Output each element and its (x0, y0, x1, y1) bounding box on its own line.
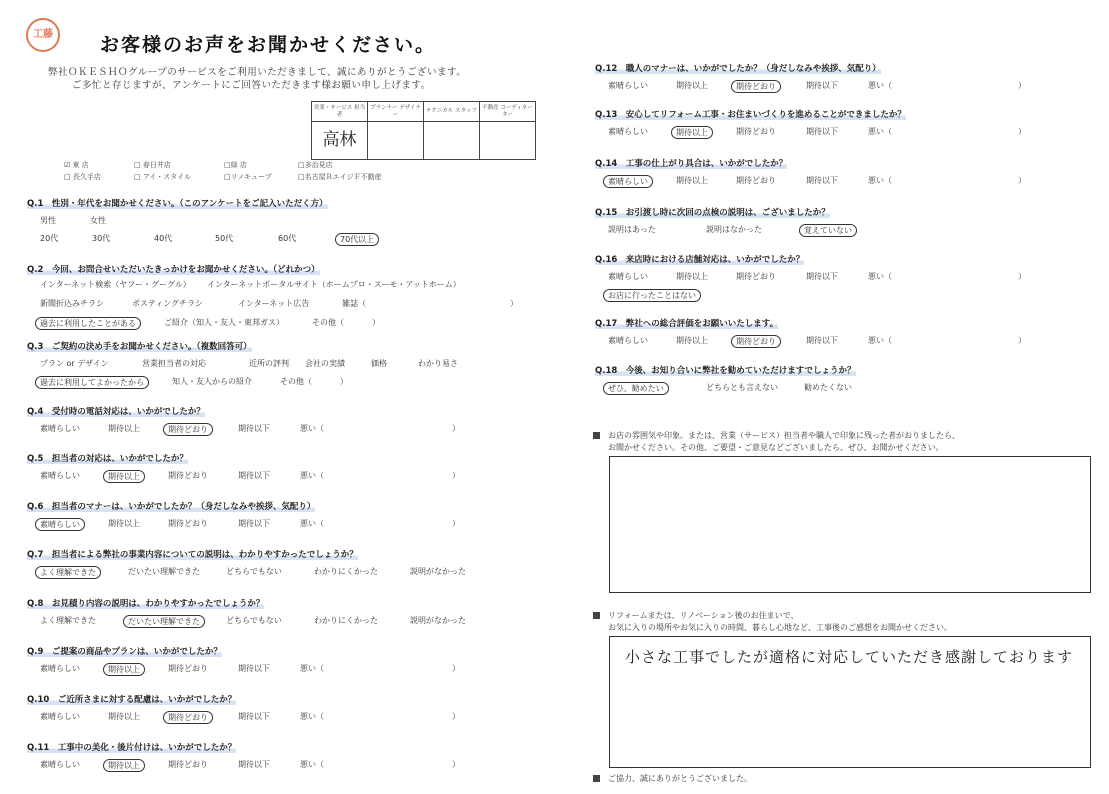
answer-option[interactable]: 期待以下 (806, 81, 838, 90)
answer-option[interactable]: 50代 (215, 234, 234, 243)
answer-option-selected[interactable]: 期待以上 (671, 126, 713, 139)
answer-option-selected[interactable]: 期待以上 (103, 470, 145, 483)
answer-option[interactable]: 悪い（ (300, 471, 324, 480)
answer-option[interactable]: 期待以下 (238, 664, 270, 673)
store-option[interactable]: □ 長久手店 (64, 173, 101, 181)
answer-option[interactable]: 期待以下 (806, 336, 838, 345)
answer-option[interactable]: 期待以下 (806, 127, 838, 136)
answer-option[interactable]: 悪い（ (868, 81, 892, 90)
answer-option[interactable]: 30代 (92, 234, 111, 243)
answer-option[interactable]: 素晴らしい (40, 760, 80, 769)
store-option[interactable]: □ 春日井店 (134, 161, 171, 169)
question-text: Q.1 性別・年代をお聞かせください。（このアンケートをご記入いただく方） (27, 199, 328, 209)
store-option[interactable]: □緑 店 (224, 161, 247, 169)
staff-header-sales: 営業・サービス 担当者 (312, 102, 368, 122)
answer-option[interactable]: 会社の実績 (305, 359, 345, 368)
answer-option[interactable]: 素晴らしい (40, 424, 80, 433)
answer-option[interactable]: 20代 (40, 234, 59, 243)
question-text: Q.6 担当者のマナーは、いかがでしたか？（身だしなみや挨拶、気配り） (27, 502, 316, 512)
answer-option[interactable]: 期待以上 (108, 424, 140, 433)
answer-option[interactable]: 素晴らしい (608, 336, 648, 345)
answer-option[interactable]: 期待どおり (168, 664, 208, 673)
answer-option[interactable]: 素晴らしい (40, 712, 80, 721)
answer-option-selected[interactable]: 期待どおり (163, 711, 213, 724)
answer-option[interactable]: 女性 (90, 216, 106, 225)
footer-thanks (593, 773, 752, 785)
answer-option[interactable]: ポスティングチラシ (132, 299, 204, 308)
question-text: Q.15 お引渡し時に次回の点検の説明は、ございましたか？ (595, 208, 830, 218)
comment2-handwritten-answer: 小さな工事でしたが適格に対応していただき感謝しております (625, 648, 1074, 666)
answer-option[interactable]: 期待以上 (108, 519, 140, 528)
answer-option[interactable]: 期待以下 (806, 176, 838, 185)
staff-value-sales[interactable]: 高林 (312, 122, 368, 160)
question-title (27, 197, 328, 209)
answer-option[interactable]: 悪い（ (868, 176, 892, 185)
answer-option[interactable]: その他（ (280, 377, 312, 386)
answer-option-selected[interactable]: 覚えていない (799, 224, 857, 237)
company-logo-seal: 工藤 (26, 18, 60, 52)
answer-option[interactable]: 60代 (278, 234, 297, 243)
answer-option-selected[interactable]: お店に行ったことはない (603, 289, 701, 302)
answer-option[interactable]: 近所の評判 (249, 359, 289, 368)
answer-option[interactable]: ご紹介（知人・友人・東邦ガス） (164, 318, 284, 327)
answer-option: ） (452, 519, 460, 528)
store-option[interactable]: □ アイ・スタイル (134, 173, 192, 181)
answer-option[interactable]: 期待以上 (676, 81, 708, 90)
answer-option[interactable]: 雑誌（ (342, 299, 366, 308)
intro-line-2: ご多忙と存じますが、アンケートにご回答いただきます様お願い申し上げます。 (72, 80, 431, 91)
question-text: Q.18 今後、お知り合いに弊社を勧めていただけますでしょうか？ (595, 366, 856, 376)
answer-option[interactable]: 期待以上 (676, 336, 708, 345)
answer-option[interactable]: 悪い（ (300, 519, 324, 528)
answer-option-selected[interactable]: 期待どおり (731, 80, 781, 93)
answer-option: ） (1018, 336, 1026, 345)
question-text: Q.8 お見積り内容の説明は、わかりやすかったでしょうか？ (27, 599, 265, 609)
question-text: Q.17 弊社への総合評価をお願いいたします。 (595, 319, 779, 329)
staff-value-planner[interactable] (368, 122, 424, 160)
answer-option: ） (452, 471, 460, 480)
answer-option[interactable]: 説明がなかった (410, 616, 466, 625)
question-title (595, 62, 881, 74)
question-title (27, 405, 205, 417)
answer-option-selected[interactable]: よく理解できた (35, 566, 101, 579)
answer-option[interactable]: 期待以上 (676, 272, 708, 281)
answer-option: ） (1018, 272, 1026, 281)
answer-option-selected[interactable]: 期待どおり (731, 335, 781, 348)
answer-option-selected[interactable]: 期待以上 (103, 663, 145, 676)
answer-option[interactable]: 期待どおり (168, 519, 208, 528)
staff-header-technical: テクニカル スタッフ (424, 102, 480, 122)
answer-option[interactable]: インターネット広告 (238, 299, 310, 308)
answer-option[interactable]: インターネット検索（ヤフー・グーグル） (40, 280, 191, 289)
comment2-prompt (593, 610, 952, 634)
question-title (27, 645, 222, 657)
answer-option[interactable]: 期待以下 (806, 272, 838, 281)
question-title (595, 157, 787, 169)
answer-option[interactable]: どちらでもない (226, 616, 282, 625)
intro-line-1: 弊社ＯＫＥＳＨＯグループのサービスをご利用いただきまして、誠にありがとうございます。 (48, 67, 467, 78)
answer-option[interactable]: インターネットポータルサイト（ホームプロ・スーモ・アットホーム） (207, 280, 461, 289)
question-text: Q.5 担当者の対応は、いかがでしたか？ (27, 454, 188, 464)
question-title (27, 693, 236, 705)
answer-option[interactable]: 素晴らしい (608, 127, 648, 136)
question-title (27, 452, 188, 464)
question-title (27, 741, 236, 753)
answer-option[interactable]: 期待以下 (238, 471, 270, 480)
question-title (27, 340, 252, 352)
bullet-square-icon (593, 612, 600, 619)
question-title (27, 597, 264, 609)
answer-option[interactable]: 期待以下 (238, 712, 270, 721)
answer-option[interactable]: 期待以上 (108, 712, 140, 721)
answer-option: ） (1018, 176, 1026, 185)
question-title (595, 108, 906, 120)
answer-option[interactable]: 期待以下 (238, 760, 270, 769)
question-text: Q.2 今回、お問合せいただいたきっかけをお聞かせください。（どれかつ） (27, 265, 320, 275)
answer-option[interactable]: 悪い（ (300, 760, 324, 769)
answer-option: ） (452, 424, 460, 433)
question-text: Q.12 職人のマナーは、いかがでしたか？（身だしなみや挨拶、気配り） (595, 64, 881, 74)
comment2-line1: リフォームまたは、リノベーション後のお住まいで、 (608, 611, 799, 620)
answer-option: ） (452, 664, 460, 673)
answer-option[interactable]: 素晴らしい (608, 81, 648, 90)
question-text: Q.10 ご近所さまに対する配慮は、いかがでしたか？ (27, 695, 237, 705)
store-option[interactable]: ☑ 東 店 (64, 161, 89, 169)
comment1-prompt (593, 430, 960, 454)
question-text: Q.3 ご契約の決め手をお聞かせください。（複数回答可） (27, 342, 252, 352)
answer-option[interactable]: 悪い（ (868, 272, 892, 281)
answer-option[interactable]: わかり易さ (418, 359, 458, 368)
answer-option[interactable]: どちらでもない (226, 567, 282, 576)
answer-option: ） (452, 712, 460, 721)
answer-option[interactable]: 説明はあった (608, 225, 656, 234)
bullet-square-icon (593, 432, 600, 439)
answer-option[interactable]: 悪い（ (868, 127, 892, 136)
answer-option[interactable]: だいたい理解できた (128, 567, 200, 576)
answer-option[interactable]: 説明はなかった (706, 225, 762, 234)
question-text: Q.11 工事中の美化・後片付けは、いかがでしたか？ (27, 743, 237, 753)
answer-option[interactable]: 説明がなかった (410, 567, 466, 576)
answer-option[interactable]: 営業担当者の対応 (142, 359, 206, 368)
question-title (27, 263, 320, 275)
answer-option[interactable]: どちらとも言えない (706, 383, 778, 392)
staff-value-realestate[interactable] (480, 122, 536, 160)
answer-option-selected[interactable]: 期待どおり (163, 423, 213, 436)
answer-option: ） (452, 760, 460, 769)
answer-option[interactable]: わかりにくかった (314, 567, 378, 576)
answer-option: ） (340, 377, 348, 386)
answer-option: ） (1018, 127, 1026, 136)
answer-option: ） (372, 318, 380, 327)
answer-option[interactable]: 素晴らしい (40, 664, 80, 673)
answer-option[interactable]: 価格 (371, 359, 387, 368)
answer-option[interactable]: わかりにくかった (314, 616, 378, 625)
answer-option-selected[interactable]: 素晴らしい (603, 175, 653, 188)
bullet-square-icon (593, 775, 600, 782)
answer-option[interactable]: 知人・友人からの紹介 (172, 377, 252, 386)
staff-header-planner: プランナー デザイナー (368, 102, 424, 122)
question-title (27, 548, 358, 560)
comment1-line1: お店の雰囲気や印象。または、営業（サービス）担当者や職人で印象に残った者がおりましたら、 (608, 431, 960, 440)
answer-option[interactable]: 期待どおり (736, 176, 776, 185)
answer-option[interactable]: 期待以下 (238, 519, 270, 528)
answer-option[interactable]: 悪い（ (300, 664, 324, 673)
answer-option: ） (510, 299, 518, 308)
answer-option[interactable]: プラン or デザイン (40, 359, 109, 368)
question-title (595, 364, 856, 376)
answer-option-selected[interactable]: 70代以上 (335, 233, 379, 246)
store-option[interactable]: □リノキューブ (224, 173, 272, 181)
answer-option[interactable]: 期待どおり (168, 471, 208, 480)
answer-option[interactable]: 40代 (154, 234, 173, 243)
answer-option[interactable]: 悪い（ (300, 424, 324, 433)
store-option[interactable]: □名古屋ＲエイジＦ不動産 (298, 173, 382, 181)
answer-option[interactable]: よく理解できた (40, 616, 96, 625)
answer-option[interactable]: 期待以上 (676, 176, 708, 185)
staff-table (311, 101, 536, 160)
answer-option[interactable]: 期待以下 (238, 424, 270, 433)
question-title (27, 500, 315, 512)
answer-option[interactable]: 期待どおり (736, 272, 776, 281)
staff-header-realestate: 不動産 コーディネーター (480, 102, 536, 122)
store-option[interactable]: □多治見店 (298, 161, 333, 169)
question-text: Q.9 ご提案の商品やプランは、いかがでしたか？ (27, 647, 222, 657)
comment1-textbox[interactable] (609, 456, 1091, 593)
answer-option[interactable]: 素晴らしい (608, 272, 648, 281)
answer-option[interactable]: 男性 (40, 216, 56, 225)
answer-option[interactable]: その他（ (312, 318, 344, 327)
answer-option[interactable]: 新聞折込みチラシ (40, 299, 104, 308)
answer-option[interactable]: 素晴らしい (40, 471, 80, 480)
footer-thanks-text: ご協力、誠にありがとうございました。 (608, 774, 752, 783)
answer-option-selected[interactable]: ぜひ、勧めたい (603, 382, 669, 395)
question-text: Q.7 担当者による弊社の事業内容についての説明は、わかりやすかったでしょうか？ (27, 550, 358, 560)
comment2-line2: お気に入りの場所やお気に入りの時間、暮らし心地など、工事後のご感想をお聞かせください。 (608, 623, 952, 632)
question-title (595, 317, 778, 329)
answer-option[interactable]: 悪い（ (868, 336, 892, 345)
question-text: Q.14 工事の仕上がり具合は、いかがでしたか？ (595, 159, 788, 169)
answer-option: ） (1018, 81, 1026, 90)
staff-value-technical[interactable] (424, 122, 480, 160)
question-text: Q.4 受付時の電話対応は、いかがでしたか？ (27, 407, 205, 417)
answer-option[interactable]: 期待どおり (736, 127, 776, 136)
answer-option[interactable]: 勧めたくない (804, 383, 852, 392)
question-title (595, 206, 830, 218)
answer-option-selected[interactable]: だいたい理解できた (123, 615, 205, 628)
question-text: Q.16 来店時における店舗対応は、いかがでしたか？ (595, 255, 805, 265)
question-title (595, 253, 804, 265)
answer-option[interactable]: 悪い（ (300, 712, 324, 721)
answer-option[interactable]: 期待どおり (168, 760, 208, 769)
comment1-line2: お聞かせください。その他、ご要望・ご意見などございましたら、ぜひ、お聞かせください。 (608, 443, 944, 452)
page-title: お客様のお声をお聞かせください。 (100, 34, 437, 56)
answer-option-selected[interactable]: 素晴らしい (35, 518, 85, 531)
answer-option-selected[interactable]: 過去に利用したことがある (35, 317, 141, 330)
answer-option-selected[interactable]: 過去に利用してよかったから (35, 376, 149, 389)
answer-option-selected[interactable]: 期待以上 (103, 759, 145, 772)
question-text: Q.13 安心してリフォーム工事・お住まいづくりを進めることができましたか？ (595, 110, 906, 120)
